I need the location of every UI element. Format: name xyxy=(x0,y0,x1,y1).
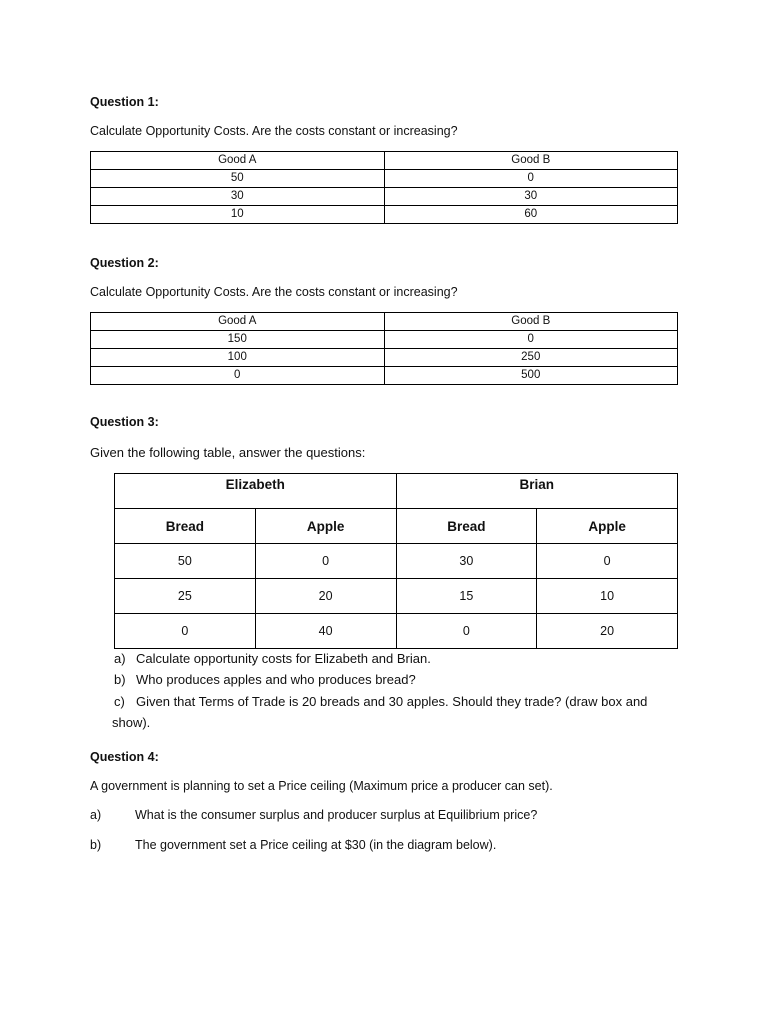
table-subheader-row xyxy=(115,509,678,544)
list-item-text: Who produces apples and who produces bread? xyxy=(136,672,416,687)
list-item-label: b) xyxy=(90,838,102,852)
person-name-brian: Brian xyxy=(519,477,554,492)
table-row xyxy=(115,579,678,614)
table-header-cell: Apple xyxy=(255,509,396,544)
person-name-elizabeth: Elizabeth xyxy=(225,477,285,492)
table-cell: 50 xyxy=(115,544,256,579)
question-3-heading: Question 3: xyxy=(90,415,159,429)
table-cell: Good A xyxy=(91,313,385,331)
table-row xyxy=(91,206,678,224)
list-item-text: Calculate opportunity costs for Elizabeth and Brian. xyxy=(136,651,431,666)
list-item-label: b) xyxy=(114,672,126,687)
table-header-cell: Bread xyxy=(396,509,537,544)
question-4-heading: Question 4: xyxy=(90,750,159,764)
list-item-text: Given that Terms of Trade is 20 breads and 30 apples. Should they trade? (draw box and xyxy=(136,694,648,709)
table-cell: 10 xyxy=(537,579,678,614)
list-item-text: The government set a Price ceiling at $30 (in the diagram below). xyxy=(135,838,497,852)
table-cell: 0 xyxy=(396,614,537,649)
table-cell: 150 xyxy=(91,331,385,349)
table-cell: 0 xyxy=(115,614,256,649)
table-cell: 30 xyxy=(396,544,537,579)
question-2-table xyxy=(90,312,678,385)
table-row xyxy=(91,367,678,385)
table-row xyxy=(115,544,678,579)
table-cell: 0 xyxy=(384,170,678,188)
table-cell: 10 xyxy=(91,206,385,224)
table-cell: 500 xyxy=(384,367,678,385)
table-row xyxy=(91,349,678,367)
table-cell: 20 xyxy=(537,614,678,649)
question-2-prompt: Calculate Opportunity Costs. Are the costs constant or increasing? xyxy=(90,285,458,299)
table-header-row xyxy=(91,152,678,170)
list-item-label: a) xyxy=(114,651,126,666)
table-cell: 60 xyxy=(384,206,678,224)
table-cell: 40 xyxy=(255,614,396,649)
table-cell: 0 xyxy=(384,331,678,349)
table-cell: 15 xyxy=(396,579,537,614)
table-row xyxy=(91,170,678,188)
table-header-cell xyxy=(396,474,678,509)
table-cell: 0 xyxy=(255,544,396,579)
question-3-prompt: Given the following table, answer the questions: xyxy=(90,445,366,460)
table-cell: 30 xyxy=(384,188,678,206)
question-1-heading: Question 1: xyxy=(90,95,159,109)
table-row xyxy=(91,188,678,206)
table-header-row xyxy=(115,474,678,509)
list-item-label: c) xyxy=(114,694,125,709)
question-1-prompt: Calculate Opportunity Costs. Are the costs constant or increasing? xyxy=(90,124,458,138)
table-cell: 50 xyxy=(91,170,385,188)
list-item-text: What is the consumer surplus and producer surplus at Equilibrium price? xyxy=(135,808,538,822)
question-3-table xyxy=(114,473,678,649)
question-1-table xyxy=(90,151,678,224)
table-row xyxy=(91,331,678,349)
table-cell: 25 xyxy=(115,579,256,614)
list-item-continuation: show). xyxy=(112,715,151,730)
question-4-prompt: A government is planning to set a Price ceiling (Maximum price a producer can set). xyxy=(90,779,553,793)
table-cell: Good A xyxy=(91,152,385,170)
table-cell: 0 xyxy=(537,544,678,579)
table-cell: 0 xyxy=(91,367,385,385)
table-header-cell xyxy=(115,474,397,509)
question-2-heading: Question 2: xyxy=(90,256,159,270)
table-header-cell: Bread xyxy=(115,509,256,544)
table-cell: 100 xyxy=(91,349,385,367)
list-item-label: a) xyxy=(90,808,102,822)
table-header-row xyxy=(91,313,678,331)
table-cell: 20 xyxy=(255,579,396,614)
table-header-cell: Apple xyxy=(537,509,678,544)
table-cell: 250 xyxy=(384,349,678,367)
table-cell: 30 xyxy=(91,188,385,206)
table-cell: Good B xyxy=(384,313,678,331)
table-cell: Good B xyxy=(384,152,678,170)
table-row xyxy=(115,614,678,649)
